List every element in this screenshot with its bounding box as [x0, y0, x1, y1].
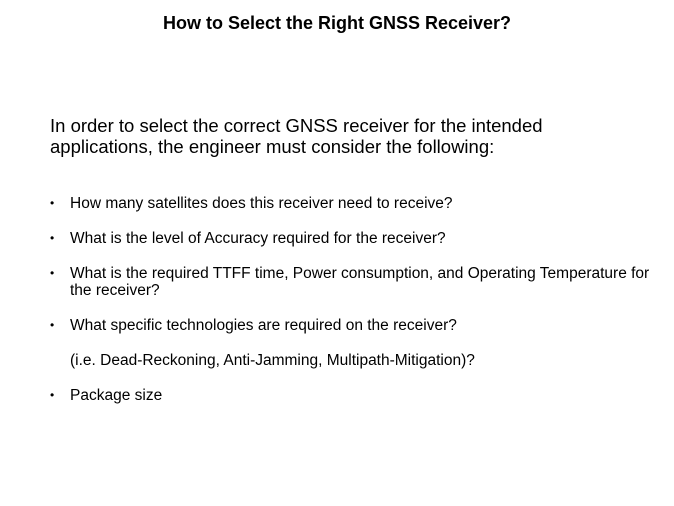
list-item-text: How many satellites does this receiver need to receive?: [70, 195, 453, 212]
bullet-icon: •: [50, 266, 55, 280]
list-item-text: Package size: [70, 387, 163, 404]
list-item: [50, 265, 650, 299]
bullet-icon: •: [50, 388, 55, 402]
bullet-list: [50, 195, 650, 422]
list-item-continuation: [50, 352, 650, 369]
list-item: [50, 195, 650, 212]
list-item-text: What specific technologies are required on the receiver?: [70, 317, 457, 334]
list-item-text: What is the required TTFF time, Power consumption, and Operating Temperature for the receiver?: [70, 265, 650, 299]
list-item-text: What is the level of Accuracy required for the receiver?: [70, 230, 446, 247]
slide-title: How to Select the Right GNSS Receiver?: [162, 13, 512, 33]
bullet-icon: •: [50, 196, 55, 210]
intro-paragraph: In order to select the correct GNSS receiver for the intended applications, the engineer must consider the following:: [50, 115, 543, 157]
list-item: [50, 387, 650, 404]
list-item-text: (i.e. Dead-Reckoning, Anti-Jamming, Multipath-Mitigation)?: [70, 352, 475, 369]
list-item: [50, 317, 650, 334]
bullet-icon: •: [50, 318, 55, 332]
bullet-icon: •: [50, 231, 55, 245]
list-item: [50, 230, 650, 247]
